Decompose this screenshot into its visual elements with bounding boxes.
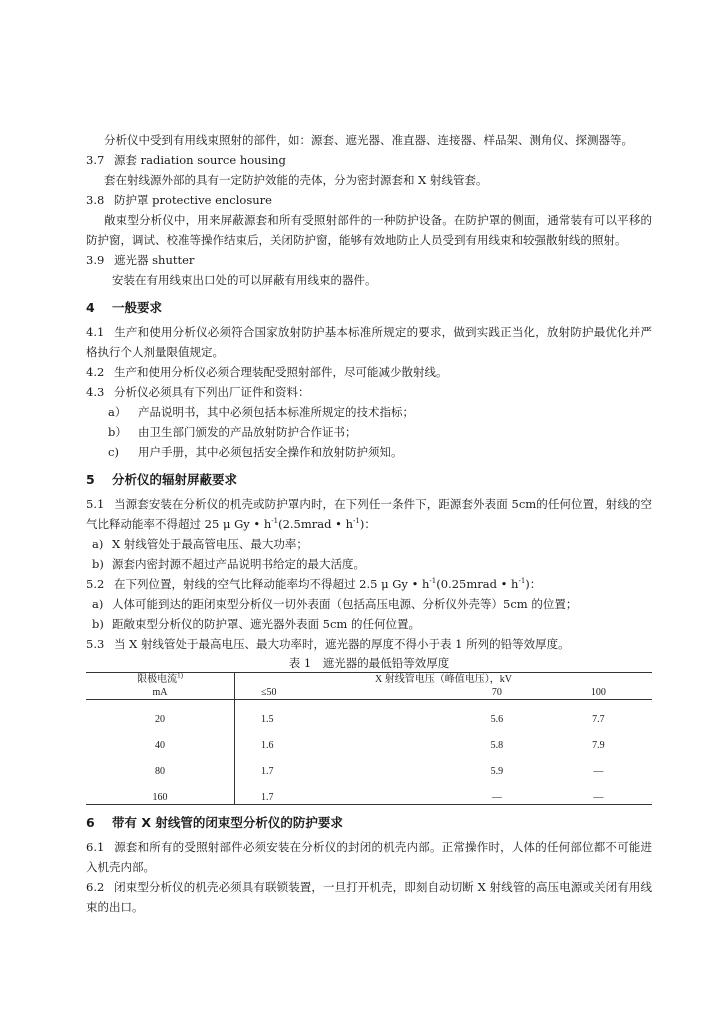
- clause-text: 生产和使用分析仪必须合理装配受照射部件，尽可能减少散射线。: [114, 365, 448, 379]
- section-number: 6: [86, 815, 95, 830]
- table-row: 80 1.7 5.9 —: [86, 765, 652, 778]
- intro-paragraph: 分析仪中受到有用线束照射的部件，如：源套、遮光器、准直器、连接器、样品架、测角仪、探测器等。: [104, 133, 633, 147]
- clause-3-9-title: [86, 250, 652, 270]
- clause-number: 3.8: [86, 193, 105, 207]
- lead-equivalent-table: [86, 672, 652, 805]
- table-row: 160 1.7 — —: [86, 791, 652, 805]
- table-row: 40 1.6 5.8 7.9: [86, 739, 652, 752]
- clause-number: 3.9: [86, 253, 105, 267]
- clause-5-3: 5.3 当 X 射线管处于最高电压、最大功率时，遮光器的厚度不得小于表 1 所列的铅等效厚度。: [86, 637, 570, 651]
- list-item: a) X 射线管处于最高管电压、最大功率；: [92, 537, 308, 551]
- clause-3-7-text: 套在射线源外部的具有一定防护效能的壳体，分为密封源套和 X 射线管套。: [104, 173, 488, 187]
- clause-heading: 遮光器 shutter: [114, 253, 195, 267]
- table-header-current: 限极电流$^{1)}$: [86, 673, 235, 687]
- list-item: a) 人体可能到达的距闭束型分析仪一切外表面（包括高压电源、分析仪外壳等）5cm 的位置；: [92, 597, 578, 611]
- clause-number: 4.3: [86, 385, 105, 399]
- clause-3-9-text: 安装在有用线束出口处的可以屏蔽有用线束的器件。: [112, 273, 377, 287]
- clause-heading: 源套 radiation source housing: [114, 153, 286, 167]
- table-header-voltage: X 射线管电压（峰值电压），kV: [235, 673, 653, 687]
- clause-4-1: [86, 322, 652, 362]
- section-6-heading: [86, 813, 652, 833]
- clause-text: 生产和使用分析仪必须符合国家放射防护基本标准所规定的要求，做到实践正当化，放射防护最优化并严格执行个人剂量限值规定。: [86, 325, 652, 359]
- table-subheader: 100: [545, 686, 652, 700]
- section-title: 带有 X 射线管的闭束型分析仪的防护要求: [112, 815, 343, 830]
- section-title: 分析仪的辐射屏蔽要求: [112, 472, 238, 487]
- clause-3-8-title: [86, 190, 652, 210]
- clause-4-3: [86, 382, 652, 402]
- clause-text: 分析仪必须具有下列出厂证件和资料：: [114, 385, 310, 399]
- document-page: [86, 130, 652, 917]
- clause-3-7-title: [86, 150, 652, 170]
- clause-5-1: 5.1 当源套安装在分析仪的机壳或防护罩内时，在下列任一条件下，距源套外表面 5cm的任何位置，射线的空气比释动能率不得超过 25 μ Gy • $h^{-1}(2.5mrad$ • $h^{-1}$)：: [86, 497, 652, 531]
- table-subheader: 70: [449, 686, 545, 700]
- clause-6-1: 6.1 源套和所有的受照射部件必须安装在分析仪的封闭的机壳内部。正常操作时，人体的任何部位都不可能进入机壳内部。: [86, 840, 652, 874]
- section-title: 一般要求: [112, 300, 163, 315]
- clause-3-8-text: 敞束型分析仪中，用来屏蔽源套和所有受照射部件的一种防护设备。在防护罩的侧面，通常装有可以平移的防护窗，调试、校准等操作结束后，关闭防护窗，能够有效地防止人员受到有用线束和较强散射线的照射。: [86, 213, 652, 247]
- table-caption: 表 1 遮光器的最低铅等效厚度: [288, 656, 450, 670]
- clause-5-2: 5.2 在下列位置，射线的空气比释动能率均不得超过 2.5 μ Gy • $h^{-1}(0.25mrad$ • $h^{-1}$)：: [86, 577, 542, 591]
- clause-number: 4.1: [86, 325, 105, 339]
- section-4-heading: [86, 298, 652, 318]
- clause-heading: 防护罩 protective enclosure: [114, 193, 272, 207]
- list-item: a） 产品说明书，其中必须包括本标准所规定的技术指标；: [108, 405, 414, 419]
- clause-number: 3.7: [86, 153, 105, 167]
- list-item: c) 用户手册，其中必须包括安全操作和放射防护须知。: [108, 445, 403, 459]
- section-5-heading: [86, 470, 652, 490]
- table-row: 20 1.5 5.6 7.7: [86, 713, 652, 726]
- section-number: 4: [86, 300, 95, 315]
- section-number: 5: [86, 472, 95, 487]
- table-subheader: ≤50: [235, 686, 450, 700]
- list-item: b) 距敞束型分析仪的防护罩、遮光器外表面 5cm 的任何位置。: [92, 617, 420, 631]
- table-header-unit: mA: [86, 686, 235, 700]
- list-item: b） 由卫生部门颁发的产品放射防护合作证书；: [108, 425, 357, 439]
- list-item: b) 源套内密封源不超过产品说明书给定的最大活度。: [92, 557, 365, 571]
- clause-4-2: [86, 362, 652, 382]
- clause-number: 4.2: [86, 365, 105, 379]
- clause-6-2: 6.2 闭束型分析仪的机壳必须具有联锁装置，一旦打开机壳，即刻自动切断 X 射线管的高压电源或关闭有用线束的出口。: [86, 880, 652, 914]
